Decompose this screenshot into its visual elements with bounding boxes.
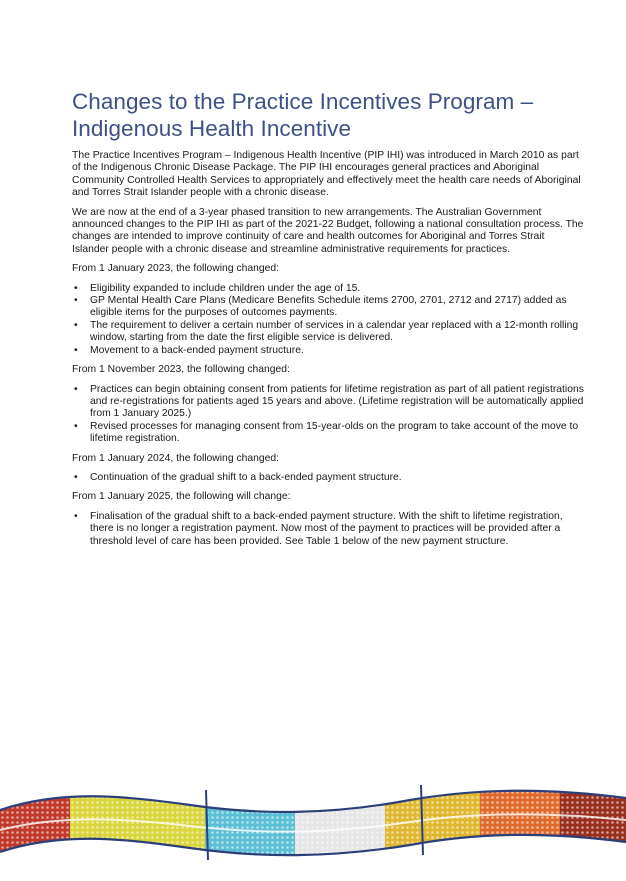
list-item-text: The requirement to deliver a certain number of services in a calendar year replaced with a 12-month rolling window, starting from the date the first eligible service is delivered. bbox=[90, 319, 579, 344]
document-page bbox=[72, 88, 584, 555]
bullet-list bbox=[72, 283, 584, 357]
bullet-icon: • bbox=[74, 319, 78, 331]
bullet-list bbox=[72, 384, 584, 446]
list-item-text: Continuation of the gradual shift to a back-ended payment structure. bbox=[90, 471, 402, 483]
list-item-text: Movement to a back-ended payment structure. bbox=[90, 344, 304, 356]
bullet-list bbox=[72, 511, 584, 548]
section-heading: From 1 November 2023, the following changed: bbox=[72, 364, 290, 376]
list-item-text: GP Mental Health Care Plans (Medicare Benefits Schedule items 2700, 2701, 2712 and 2717) added as eligible items for the purposes of outcomes payments. bbox=[90, 295, 567, 319]
section-heading: From 1 January 2024, the following changed: bbox=[72, 452, 280, 464]
list-item-text: Finalisation of the gradual shift to a back-ended payment structure. With the shift to lifetime registration, there is no longer a registration payment. Now most of the payment to practices will be provided after a threshold level of care has been provided. See Table 1 below of the new payment structure. bbox=[90, 510, 563, 547]
bullet-icon: • bbox=[74, 344, 78, 356]
intro-paragraph-1: The Practice Incentives Program – Indigenous Health Incentive (PIP IHI) was introduced in March 2010 as part of the Indigenous Chronic Disease Package. The PIP IHI encourages general practices and Aboriginal Community Controlled Health Services to appropriately and effectively meet the health care needs of Aboriginal and Torres Strait Islander people with a chronic disease. bbox=[72, 150, 581, 199]
bullet-icon: • bbox=[74, 420, 78, 432]
bullet-icon: • bbox=[74, 471, 78, 483]
list-item bbox=[72, 384, 584, 421]
section-heading: From 1 January 2023, the following changed: bbox=[72, 263, 280, 275]
list-item bbox=[72, 283, 584, 295]
list-item-text: Practices can begin obtaining consent from patients for lifetime registration as part of all patient registrations and re-registrations for patients aged 15 years and above. (Lifetime registration will be automatically applied from 1 January 2025.) bbox=[90, 383, 584, 420]
bullet-icon: • bbox=[74, 383, 78, 395]
list-item-text: Revised processes for managing consent from 15-year-olds on the program to take account of the move to lifetime registration. bbox=[90, 420, 579, 445]
list-item bbox=[72, 511, 584, 548]
list-item bbox=[72, 345, 584, 357]
list-item bbox=[72, 472, 584, 484]
list-item bbox=[72, 320, 584, 345]
list-item bbox=[72, 421, 584, 446]
decorative-art-band bbox=[0, 770, 626, 870]
bullet-icon: • bbox=[74, 295, 78, 307]
list-item-text: Eligibility expanded to include children under the age of 15. bbox=[90, 282, 361, 294]
bullet-icon: • bbox=[74, 510, 78, 522]
intro-paragraph-2: We are now at the end of a 3-year phased transition to new arrangements. The Australian Government announced changes to the PIP IHI as part of the 2021-22 Budget, following a national consultation process. The changes are intended to improve continuity of care and health outcomes for Aboriginal and Torres Strait Islander people with a chronic disease and streamline administrative requirements for practices. bbox=[72, 206, 584, 255]
bullet-list bbox=[72, 472, 584, 484]
section-heading: From 1 January 2025, the following will change: bbox=[72, 491, 291, 503]
list-item bbox=[72, 295, 584, 320]
page-title: Changes to the Practice Incentives Program – Indigenous Health Incentive bbox=[72, 89, 534, 141]
bullet-icon: • bbox=[74, 282, 78, 294]
